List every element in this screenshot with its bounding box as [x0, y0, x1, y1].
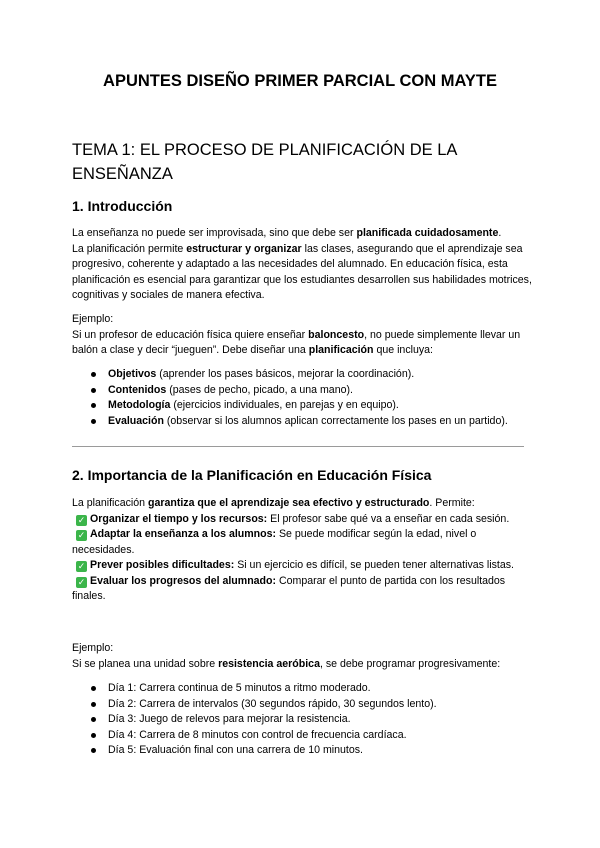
bold-text: Prever posibles dificultades: [90, 559, 235, 571]
section2-heading: 2. Importancia de la Planificación en Educación Física [72, 467, 432, 483]
section2-intro [72, 496, 532, 512]
days-list [72, 681, 542, 759]
bullet-icon [91, 686, 96, 691]
list-item [72, 367, 542, 383]
bold-text: resistencia aeróbica [218, 657, 320, 670]
document-title: APUNTES DISEÑO PRIMER PARCIAL CON MAYTE [103, 72, 497, 90]
text: Día 3: Juego de relevos para mejorar la resistencia. [108, 713, 351, 725]
text: que incluya: [373, 344, 433, 356]
section1-body [72, 226, 532, 304]
text: Día 5: Evaluación final con una carrera de 10 minutos. [108, 744, 363, 756]
text: La planificación [72, 497, 148, 509]
bold-text: Contenidos [108, 383, 167, 396]
bold-text: baloncesto [308, 328, 365, 341]
list-item [72, 697, 542, 713]
bold-text: planificación [308, 344, 374, 356]
bold-text: Evaluar los progresos del alumnado: [90, 574, 277, 587]
horizontal-divider [72, 446, 524, 447]
text: Si un profesor de educación física quiere enseñar [72, 328, 309, 341]
check-mark-icon: ✓ [77, 561, 86, 571]
list-item [72, 743, 542, 759]
intro-paragraph-2 [72, 242, 532, 304]
list-item [72, 712, 542, 728]
check-item [72, 574, 532, 605]
example-label: Ejemplo: [72, 642, 114, 654]
list-item [72, 398, 542, 414]
planning-elements-list [72, 367, 542, 429]
check-mark-icon: ✓ [77, 576, 86, 587]
text: Día 2: Carrera de intervalos (30 segundos rápido, 30 segundos lento). [108, 697, 437, 710]
text: (pases de pecho, picado, a una mano). [166, 383, 353, 396]
text: , no puede simplemente llevar un balón a clase y decir “jueguen”. Debe diseñar una [72, 328, 521, 356]
text: Día 4: Carrera de 8 minutos con control de frecuencia cardíaca. [108, 728, 407, 741]
text: Si un ejercicio es difícil, se pueden tener alternativas listas. [234, 559, 514, 571]
bullet-icon [91, 388, 96, 393]
text: , se debe programar progresivamente: [319, 657, 501, 670]
check-mark-icon: ✓ [77, 530, 86, 540]
tema-title: TEMA 1: EL PROCESO DE PLANIFICACIÓN DE LA ENSEÑANZA [72, 141, 457, 183]
bullet-icon [91, 717, 96, 722]
check-item [72, 512, 532, 528]
bullet-icon [91, 419, 96, 424]
bullet-icon [91, 403, 96, 408]
text: Comparar el punto de partida con los resultados finales. [72, 574, 506, 602]
example-text [72, 657, 532, 673]
section2-example [72, 641, 532, 672]
text: (ejercicios individuales, en parejas y en equipo). [170, 399, 399, 411]
bold-text: Metodología [108, 399, 171, 411]
text: El profesor sabe qué va a enseñar en cada sesión. [267, 512, 510, 525]
text: . Permite: [429, 497, 475, 509]
section2-body [72, 496, 532, 605]
text: Se puede modificar según la edad, nivel o necesidades. [72, 528, 477, 556]
check-item [72, 558, 532, 574]
text: Día 1: Carrera continua de 5 minutos a ritmo moderado. [108, 682, 371, 694]
text: Si se planea una unidad sobre [72, 657, 219, 670]
list-item [72, 414, 542, 430]
bold-text: Organizar el tiempo y los recursos: [90, 512, 268, 525]
text: La enseñanza no puede ser improvisada, sino que debe ser [72, 227, 357, 239]
bold-text: garantiza que el aprendizaje sea efectivo y estructurado [147, 497, 430, 509]
text: La planificación permite [72, 242, 187, 255]
bullet-icon [91, 748, 96, 753]
bold-text: planificada cuidadosamente [356, 227, 499, 239]
section1-heading: 1. Introducción [72, 198, 173, 214]
text: . [498, 227, 502, 239]
list-item [72, 383, 542, 399]
bold-text: Adaptar la enseñanza a los alumnos: [90, 528, 277, 540]
bullet-icon [91, 702, 96, 707]
text: (aprender los pases básicos, mejorar la coordinación). [156, 368, 415, 380]
check-mark-icon: ✓ [77, 514, 86, 525]
intro-paragraph-1 [72, 226, 532, 242]
example-text [72, 328, 532, 359]
bold-text: Objetivos [108, 368, 157, 380]
text: las clases, asegurando que el aprendizaje sea progresivo, coherente y adaptado a las necesidades del alumnado. En educación física, esta planificación es esencial para garantizar que los estudiantes desarrollen sus habilidades motrices, cognitivas y sociales de manera efectiva. [72, 242, 532, 301]
text: (observar si los alumnos aplican correctamente los pases en un partido). [163, 414, 508, 427]
bold-text: Evaluación [108, 414, 164, 427]
example-label: Ejemplo: [72, 313, 114, 325]
bullet-icon [91, 372, 96, 377]
check-item [72, 527, 532, 558]
list-item [72, 681, 542, 697]
list-item [72, 728, 542, 744]
bold-text: estructurar y organizar [186, 242, 302, 255]
bullet-icon [91, 733, 96, 738]
section1-example [72, 312, 532, 359]
